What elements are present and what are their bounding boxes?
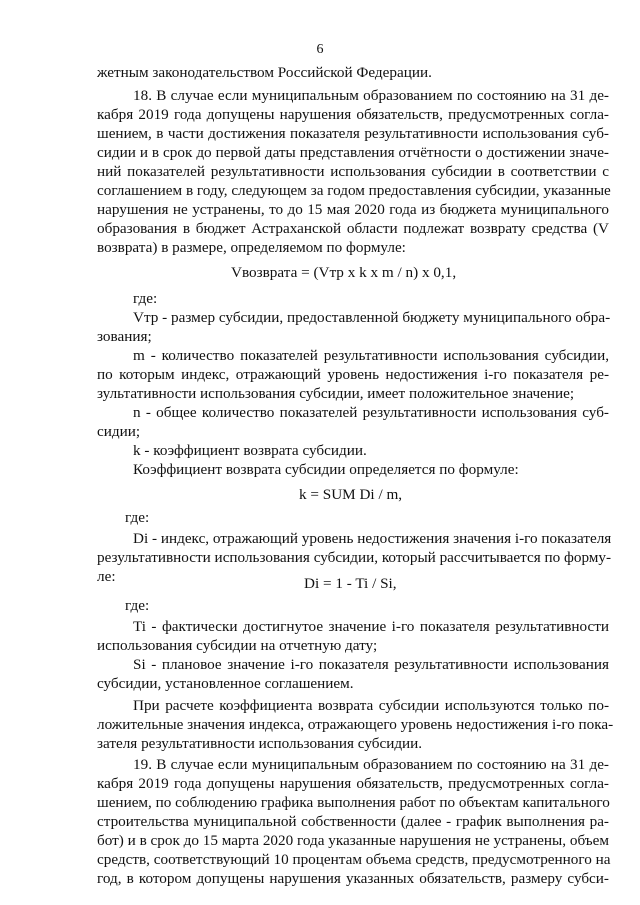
text-line: год, в котором допущены нарушения указанных обязательств, размеру субси- (97, 870, 609, 887)
paragraph-18-start: 18. В случае если муниципальным образованием по состоянию на 31 де- (133, 87, 609, 104)
text-line: ложительные значения индекса, отражающего уровень недостижения i-го пока- (97, 716, 614, 733)
text-line: по которым индекс, отражающий уровень недостижения i-го показателя ре- (97, 366, 609, 383)
where-label: где: (125, 509, 150, 526)
definition-n: n - общее количество показателей результативности использования суб- (133, 404, 609, 421)
definition-ti: Ti - фактически достигнутое значение i-го показателя результативности (133, 618, 609, 635)
definition-di: Di - индекс, отражающий уровень недостижения значения i-го показателя (133, 530, 612, 547)
text-line: строительства муниципальной собственности (далее - график выполнения ра- (97, 813, 609, 830)
text-line: При расчете коэффициента возврата субсидии используются только по- (133, 697, 609, 714)
text-line: Коэффициент возврата субсидии определяется по формуле: (133, 461, 519, 478)
text-line: сидии и в срок до первой даты представления отчётности о достижении значе- (97, 144, 609, 161)
text-line: субсидии, установленное соглашением. (97, 675, 354, 692)
text-line: шением, по соблюдению графика выполнения работ по объектам капитального (97, 794, 610, 811)
text-line: бот) и в срок до 15 марта 2020 года указанные нарушения не устранены, объем (97, 832, 609, 849)
text-line: нарушения не устранены, то до 15 мая 2020 года из бюджета муниципального (97, 201, 609, 218)
definition-m: m - количество показателей результативности использования субсидии, (133, 347, 609, 364)
formula-v-return: Vвозврата = (Vтр x k x m / n) x 0,1, (231, 264, 457, 281)
text-line: средств, соответствующий 10 процентам объема средств, предусмотренного на (97, 851, 611, 868)
definition-vtr: Vтр - размер субсидии, предоставленной бюджету муниципального обра- (133, 309, 611, 326)
definition-k: k - коэффициент возврата субсидии. (133, 442, 367, 459)
text-line: кабря 2019 года допущены нарушения обязательств, предусмотренных согла- (97, 106, 609, 123)
text-line: зования; (97, 328, 152, 345)
page-number: 6 (316, 42, 324, 57)
text-line: использования субсидии на отчетную дату; (97, 637, 378, 654)
where-label: где: (125, 597, 150, 614)
text-line: ле: (97, 568, 116, 585)
where-label: где: (133, 290, 158, 307)
text-line: зультативности использования субсидии, имеет положительное значение; (97, 385, 575, 402)
text-line: кабря 2019 года допущены нарушения обязательств, предусмотренных согла- (97, 775, 609, 792)
formula-k: k = SUM Di / m, (299, 486, 403, 503)
text-line: жетным законодательством Российской Федерации. (97, 64, 432, 81)
text-line: сидии; (97, 423, 141, 440)
text-line: зателя результативности использования субсидии. (97, 735, 423, 752)
text-line: соглашением в году, следующем за годом предоставления субсидии, указанные (97, 182, 611, 199)
formula-di: Di = 1 - Ti / Si, (304, 575, 397, 592)
text-line: ний показателей результативности использования субсидии в соответствии с (97, 163, 609, 180)
text-line: шением, в части достижения показателя результативности использования суб- (97, 125, 609, 142)
text-line: возврата) в размере, определяемом по формуле: (97, 239, 406, 256)
text-line: образования в бюджет Астраханской области подлежат возврату средства (V (97, 220, 609, 237)
definition-si: Si - плановое значение i-го показателя результативности использования (133, 656, 609, 673)
paragraph-19-start: 19. В случае если муниципальным образованием по состоянию на 31 де- (133, 756, 609, 773)
text-line: результативности использования субсидии, который рассчитывается по форму- (97, 549, 612, 566)
